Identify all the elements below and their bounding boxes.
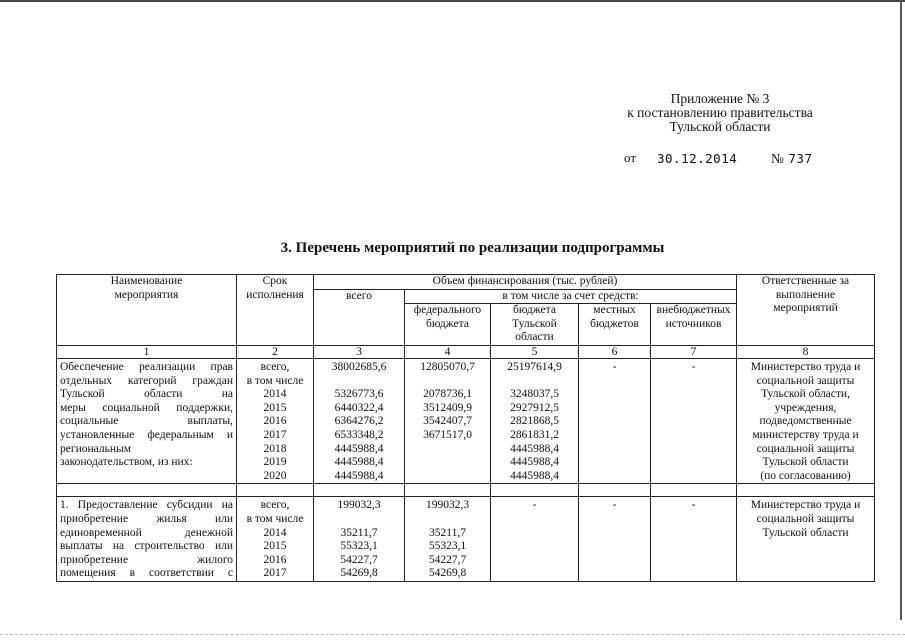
header-term-line: исполнения <box>246 288 304 301</box>
page-right-edge <box>900 0 902 620</box>
column-number: 6 <box>579 345 651 358</box>
term-value: всего, <box>260 360 290 373</box>
responsible-line: министерству труда и <box>752 428 859 441</box>
header-funding: Объем финансирования (тыс. рублей) <box>314 275 737 290</box>
responsible-line: Тульской области <box>762 526 849 539</box>
header-name-line: Наименование <box>110 275 183 287</box>
header-federal-line: бюджета <box>426 317 469 330</box>
measure-name-line: помещения в соответствии с <box>60 567 233 580</box>
amount: 4445988,4 <box>334 469 384 482</box>
page-bottom-edge <box>0 634 905 636</box>
extrabudget-cell <box>651 497 737 582</box>
measure-name-line: отдельных категорий граждан <box>60 374 233 387</box>
measure-name-line: меры социальной поддержки, <box>60 401 233 414</box>
amount: 54227,7 <box>340 553 378 566</box>
column-number: 1 <box>57 345 237 358</box>
decree-date: 30.12.2014 <box>657 151 738 166</box>
measure-name-line: Тульской области на <box>60 388 233 401</box>
term-value: в том числе <box>246 374 304 387</box>
amount: 3512409,9 <box>423 401 472 414</box>
header-extrabudget <box>651 304 737 346</box>
responsible-line: учреждения, <box>774 401 837 414</box>
header-regional-line: бюджета <box>513 304 556 317</box>
term-value: всего, <box>260 499 290 512</box>
measure-name-cell <box>57 497 237 582</box>
amount: 2927912,5 <box>510 401 559 414</box>
responsible-line: Тульской области <box>762 456 849 469</box>
amount: 199032,3 <box>425 499 470 512</box>
decree-from-label: от <box>624 150 637 165</box>
amount: 199032,3 <box>337 499 381 512</box>
responsible-line: социальной защиты <box>756 374 855 387</box>
term-value: 2015 <box>263 540 287 553</box>
amount: 6440322,4 <box>334 401 384 414</box>
measure-name-line: социальные выплаты, <box>60 415 233 428</box>
header-regional-line: Тульской <box>512 317 557 330</box>
measure-name-line: приобретение жилья или <box>60 512 233 525</box>
measure-name-line: законодательством, из них: <box>60 456 193 469</box>
measure-name-line: единовременной денежной <box>60 526 233 539</box>
section-title: 3. Перечень мероприятий по реализации подпрограммы <box>280 240 665 256</box>
page-top-edge <box>0 0 905 2</box>
amount: 4445988,4 <box>510 456 559 469</box>
header-responsible-line: Ответственные за <box>761 275 850 287</box>
federal-cell <box>405 497 491 582</box>
amount: 2078736,1 <box>423 388 472 401</box>
term-value: 2019 <box>263 456 287 469</box>
measure-name-line: установленные федеральным и <box>60 428 233 441</box>
amount <box>408 513 487 527</box>
amount <box>408 375 487 389</box>
amount: 38002685,6 <box>331 360 387 373</box>
responsible-line: Министерство труда и <box>750 499 861 512</box>
measure-name-line: Обеспечение реализации прав <box>60 360 233 373</box>
header-federal-line: федерального <box>413 304 482 317</box>
term-value: 2017 <box>263 428 287 441</box>
header-federal <box>405 304 491 346</box>
column-number: 2 <box>237 345 314 358</box>
amount: 55323,1 <box>428 540 467 553</box>
amount: 4445988,4 <box>334 442 384 455</box>
measures-table <box>56 274 875 582</box>
term-value: 2016 <box>263 415 287 428</box>
extrabudget-cell <box>651 358 737 483</box>
column-number: 5 <box>491 345 579 358</box>
header-name <box>57 275 237 346</box>
amount: 55323,1 <box>340 540 378 553</box>
amount: 12805070,7 <box>420 360 475 373</box>
amount: 2821868,5 <box>510 415 559 428</box>
term-value: 2014 <box>263 526 287 539</box>
header-responsible-line: мероприятий <box>773 302 838 315</box>
local-cell <box>579 497 651 582</box>
term-value: 2015 <box>263 401 287 414</box>
amount: 5326773,6 <box>334 388 384 401</box>
responsible-line: социальной защиты <box>756 442 855 455</box>
amount: - <box>532 499 537 512</box>
header-including: в том числе за счет средств: <box>405 289 737 304</box>
measure-name-line: выплаты на строительство или <box>60 540 233 553</box>
table-row <box>57 358 875 483</box>
column-number: 3 <box>314 345 405 358</box>
header-term <box>237 275 314 346</box>
decree-number <box>771 151 812 167</box>
table-spacer-row <box>57 484 875 497</box>
header-term-line: Срок <box>262 275 288 287</box>
column-numbers-row <box>57 345 875 358</box>
term-value: 2018 <box>263 442 287 455</box>
table-row <box>57 497 875 582</box>
term-value: 2020 <box>263 469 287 482</box>
amount: 6364276,2 <box>334 415 384 428</box>
total-cell <box>314 497 405 582</box>
amount: - <box>691 360 696 373</box>
column-number: 8 <box>737 345 875 358</box>
amount: 3248037,5 <box>510 388 559 401</box>
responsible-line: (по согласованию) <box>760 469 851 482</box>
amount <box>317 513 401 527</box>
amount: - <box>612 360 617 373</box>
term-value: 2017 <box>263 567 287 580</box>
amount: 2861831,2 <box>510 428 559 441</box>
regional-cell <box>491 497 579 582</box>
header-responsible <box>737 275 875 346</box>
appendix-header <box>560 92 880 134</box>
regional-cell <box>491 358 579 483</box>
amount: 4445988,4 <box>334 456 384 469</box>
responsible-cell <box>737 497 875 582</box>
header-extrabudget-line: внебюджетных <box>656 304 731 317</box>
measure-name-line: региональным <box>60 442 131 455</box>
amount <box>494 375 575 389</box>
appendix-line-2: к постановлению правительства <box>627 105 813 120</box>
total-cell <box>314 358 405 483</box>
local-cell <box>579 358 651 483</box>
header-regional-line: области <box>515 331 554 344</box>
decree-number-label: № <box>771 151 785 166</box>
decree-number-value: 737 <box>788 151 813 166</box>
header-name-line: мероприятия <box>114 288 179 301</box>
responsible-line: социальной защиты <box>756 512 855 525</box>
amount <box>317 375 401 389</box>
amount: - <box>612 499 617 512</box>
federal-cell <box>405 358 491 483</box>
responsible-line: Тульской области, <box>761 388 850 401</box>
appendix-line-3: Тульской области <box>669 119 771 134</box>
amount: 3542407,7 <box>423 415 472 428</box>
amount: 4445988,4 <box>510 442 559 455</box>
responsible-line: подведомственные <box>759 415 852 428</box>
header-local-line: бюджетов <box>590 317 639 330</box>
term-value: 2014 <box>263 388 287 401</box>
responsible-cell <box>737 358 875 483</box>
header-local-line: местных <box>593 304 636 317</box>
amount: 4445988,4 <box>510 469 559 482</box>
amount: 25197614,9 <box>507 360 562 373</box>
term-value: 2016 <box>263 553 287 566</box>
measure-name-cell <box>57 358 237 483</box>
term-cell <box>237 358 314 483</box>
header-regional <box>491 304 579 346</box>
header-responsible-line: выполнение <box>775 288 836 301</box>
amount: 54269,8 <box>428 567 467 580</box>
amount: 6533348,2 <box>334 428 384 441</box>
column-number: 7 <box>651 345 737 358</box>
header-local <box>579 304 651 346</box>
column-number: 4 <box>405 345 491 358</box>
measure-name-line: 1. Предоставление субсидии на <box>60 499 233 512</box>
responsible-line: Министерство труда и <box>750 360 861 373</box>
amount: 3671517,0 <box>423 428 472 441</box>
header-extrabudget-line: источников <box>665 317 722 330</box>
appendix-line-1: Приложение № 3 <box>670 91 770 106</box>
amount: 35211,7 <box>429 526 466 539</box>
term-cell <box>237 497 314 582</box>
term-value: в том числе <box>246 512 304 525</box>
amount: 54269,8 <box>340 567 378 580</box>
amount: 35211,7 <box>340 526 378 539</box>
measure-name-line: приобретение жилого <box>60 553 233 566</box>
amount: 54227,7 <box>428 553 467 566</box>
amount: - <box>691 499 696 512</box>
header-total: всего <box>314 289 405 345</box>
